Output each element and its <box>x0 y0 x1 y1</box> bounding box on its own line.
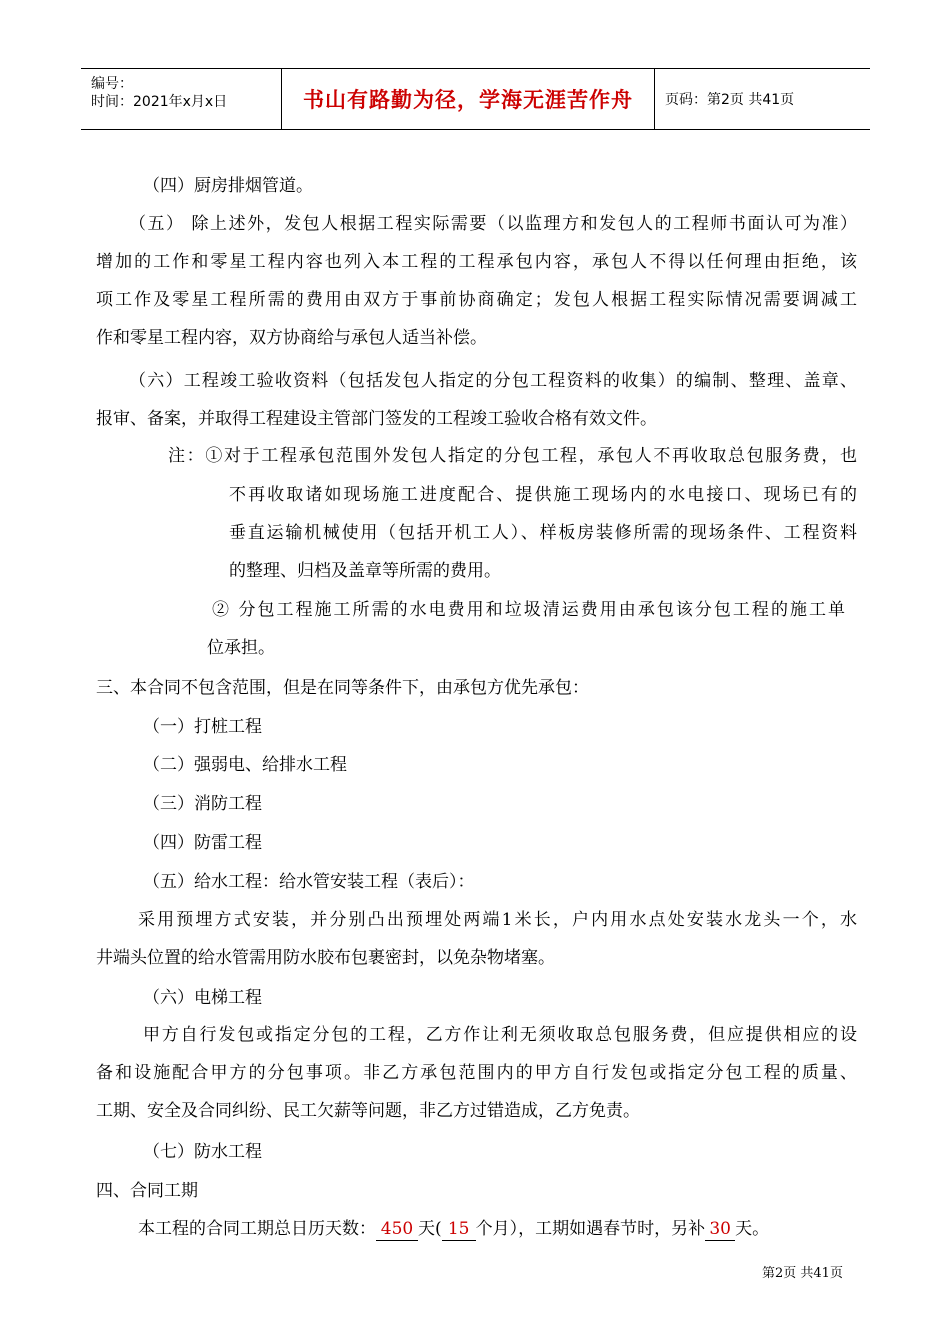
note-2-line: 位承担。 <box>207 638 275 658</box>
header-divider <box>654 69 655 129</box>
page-header <box>81 68 870 130</box>
para-5-line: 增加的工作和零星工程内容也列入本工程的工程承包内容，承包人不得以任何理由拒绝，该 <box>96 252 857 272</box>
section-3-heading: 三、本合同不包含范围，但是在同等条件下，由承包方优先承包： <box>96 678 589 698</box>
note-1-line: 不再收取诸如现场施工进度配合、提供施工现场内的水电接口、现场已有的 <box>229 485 857 505</box>
period-text: 天。 <box>735 1219 770 1239</box>
period-text: 天( <box>418 1219 442 1239</box>
para-6-line: 报审、备案，并取得工程建设主管部门签发的工程竣工验收合格有效文件。 <box>96 409 657 429</box>
page-footer: 第2页 共41页 <box>762 1266 843 1281</box>
header-page-info: 页码：第2页 共41页 <box>665 92 795 108</box>
extra-days-value: 30 <box>705 1218 735 1241</box>
section-4-heading: 四、合同工期 <box>96 1181 198 1201</box>
para-5-line: 项工作及零星工程所需的费用由双方于事前协商确定；发包人根据工程实际情况需要调减工 <box>96 290 857 310</box>
header-meta <box>81 69 281 129</box>
elevator-line: 工期、安全及合同纠纷、民工欠薪等问题，非乙方过错造成，乙方免责。 <box>96 1101 640 1121</box>
water-line: 井端头位置的给水管需用防水胶布包裹密封，以免杂物堵塞。 <box>96 948 555 968</box>
para-6-line: （六）工程竣工验收资料（包括发包人指定的分包工程资料的收集）的编制、整理、盖章、 <box>129 371 857 391</box>
note-1-line: 垂直运输机械使用（包括开机工人）、样板房装修所需的现场条件、工程资料 <box>229 523 857 543</box>
note-1-line: 注：①对于工程承包范围外发包人指定的分包工程，承包人不再收取总包服务费，也 <box>168 446 857 466</box>
elevator-line: 甲方自行发包或指定分包的工程，乙方作让利无须收取总包服务费，但应提供相应的设 <box>143 1025 857 1045</box>
para-5-line: 作和零星工程内容，双方协商给与承包人适当补偿。 <box>96 328 487 348</box>
elevator-line: 备和设施配合甲方的分包事项。非乙方承包范围内的甲方自行发包或指定分包工程的质量、 <box>96 1063 857 1083</box>
list-item: （一）打桩工程 <box>143 717 262 737</box>
para-5-line: （五） 除上述外，发包人根据工程实际需要（以监理方和发包人的工程师书面认可为准） <box>129 214 857 234</box>
list-item: （六）电梯工程 <box>143 988 262 1008</box>
note-1-line: 的整理、归档及盖章等所需的费用。 <box>229 561 501 581</box>
time-label: 时间：2021年x月x日 <box>91 94 228 110</box>
list-item: （二）强弱电、给排水工程 <box>143 755 347 775</box>
header-motto: 书山有路勤为径，学海无涯苦作舟 <box>303 88 633 112</box>
para-4: （四）厨房排烟管道。 <box>143 176 313 196</box>
number-label: 编号： <box>91 76 133 92</box>
note-2-line: ② 分包工程施工所需的水电费用和垃圾清运费用由承包该分包工程的施工单 <box>212 600 845 620</box>
period-text: 本工程的合同工期总日历天数： <box>138 1219 376 1239</box>
total-days-value: 450 <box>376 1218 418 1241</box>
list-item: （五）给水工程：给水管安装工程（表后）： <box>143 872 475 892</box>
contract-period-line <box>138 1218 769 1241</box>
list-item: （四）防雷工程 <box>143 833 262 853</box>
months-value: 15 <box>442 1218 476 1241</box>
water-line: 采用预埋方式安装，并分别凸出预埋处两端1米长，户内用水点处安装水龙头一个，水 <box>138 910 857 930</box>
list-item: （七）防水工程 <box>143 1142 262 1162</box>
period-text: 个月），工期如遇春节时，另补 <box>475 1219 706 1239</box>
list-item: （三）消防工程 <box>143 794 262 814</box>
